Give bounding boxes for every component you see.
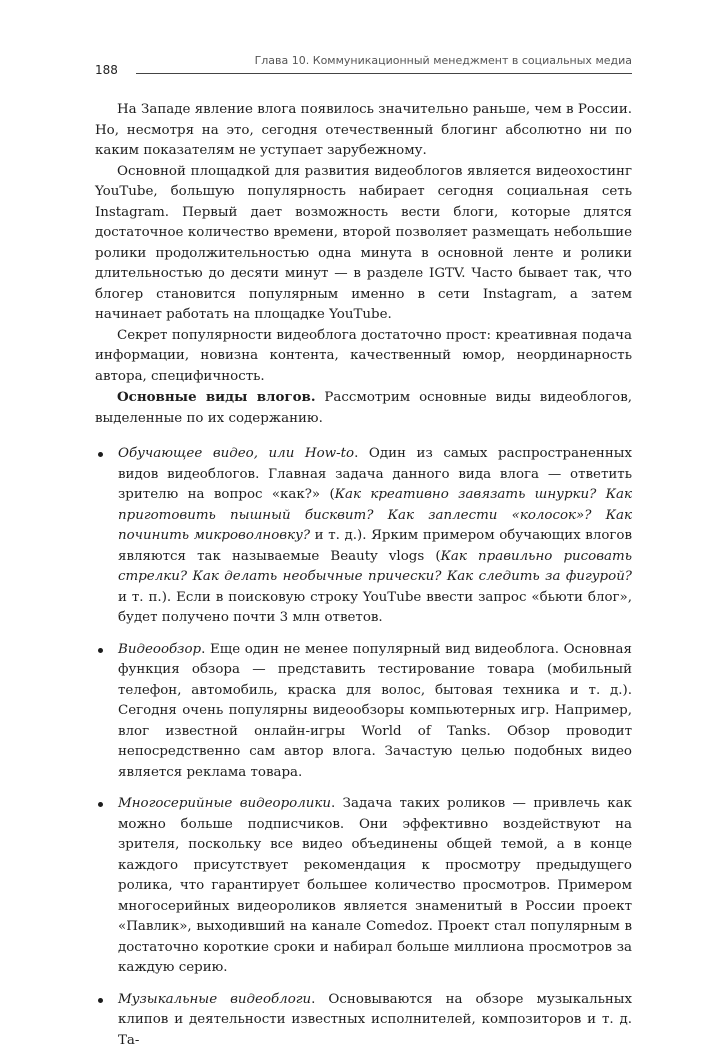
vlog-types-list [95,444,632,1051]
paragraph: На Западе явление влога появилось значительно раньше, чем в России. Но, несмотря на это, сегодня отечественный блогинг абсолютно ни по каким показателям не уступает зарубежному. [95,102,632,158]
list-item: Обучающее видео, или How-to. Один из самых распространенных видов видеоблогов. Главная задача данного вида влога — ответить зрителю на вопрос «как?» (Как креативно завязать шнурки? Как приготовить пышный бисквит? Как заплести «колосок»? Как починить микроволновку? и т. д.). Ярким примером обучающих влогов являются так называемые Beauty vlogs (Как правильно рисовать стрелки? Как делать необычные прически? Как следить за фигурой? и т. п.). Если в поисковую строку YouTube ввести запрос «бьюти блог», будет получено почти 3 млн ответов. [118,444,632,629]
list-term: Видеообзор [118,641,202,657]
list-term: Обучающее видео, или How-to [118,446,355,461]
page-header [95,54,632,76]
running-title: Глава 10. Коммуникационный менеджмент в социальных медиа [254,54,632,67]
body-text [95,100,632,1062]
paragraph: Основной площадкой для развития видеоблогов является видеохостинг YouTube, большую популярность набирает сегодня социальная сеть Instagram. Первый дает возможность вести блоги, которые длятся достаточное количество времени, второй позволяет размещать небольшие ролики продолжительностью одна минута в основной ленте и ролики длительностью до десяти минут — в разделе IGTV. Часто бывает так, что блогер становится популярным именно в сети Instagram, а затем начинает работать на площадке YouTube. [95,163,632,322]
types-intro-paragraph [95,387,632,429]
list-item: Видеообзор. Еще один не менее популярный вид видеоблога. Основная функция обзора — представить тестирование товара (мобильный телефон, автомобиль, краска для волос, бытовая техника и т. д.). Сегодня очень популярны видеообзоры компьютерных игр. Например, влог известной онлайн-игры World of Tanks. Обзор проводит непосредственно сам автор влога. Зачастую целью подобных видео является реклама товара. [118,640,632,784]
paragraph: Секрет популярности видеоблога достаточно прост: креативная подача информации, новизна контента, качественный юмор, неординарность автора, специфичность. [95,327,632,384]
bullet-icon [98,998,103,1003]
header-rule [136,73,632,74]
bullet-icon [98,802,103,807]
list-item: Музыкальные видеоблоги. Основываются на обзоре музыкальных клипов и деятельности известных исполнителей, композиторов и т. д. Та- [118,990,632,1052]
bullet-icon [98,648,103,653]
types-intro-text: Рассмотрим основные виды видеоблогов, выделенные по их содержанию. [95,390,632,426]
list-item: Многосерийные видеоролики. Задача таких роликов — привлечь как можно больше подписчиков. Они эффективно воздействуют на зрителя, поскольку все видео объединены общей темой, а в конце каждого присутствует рекомендация к просмотру предыдущего ролика, что гарантирует большее количество просмотров. Примером многосерийных видеороликов является знаменитый в России проект «Павлик», выходивший на канале Comedoz. Проект стал популярным в достаточно короткие сроки и набирал больше миллиона просмотров за каждую серию. [118,794,632,979]
list-term: Многосерийные видеоролики [118,796,332,811]
bullet-icon [98,452,103,457]
types-intro-lead: Основные виды влогов. [117,389,316,405]
page-number: 188 [95,63,118,77]
list-term: Музыкальные видеоблоги [118,991,312,1007]
